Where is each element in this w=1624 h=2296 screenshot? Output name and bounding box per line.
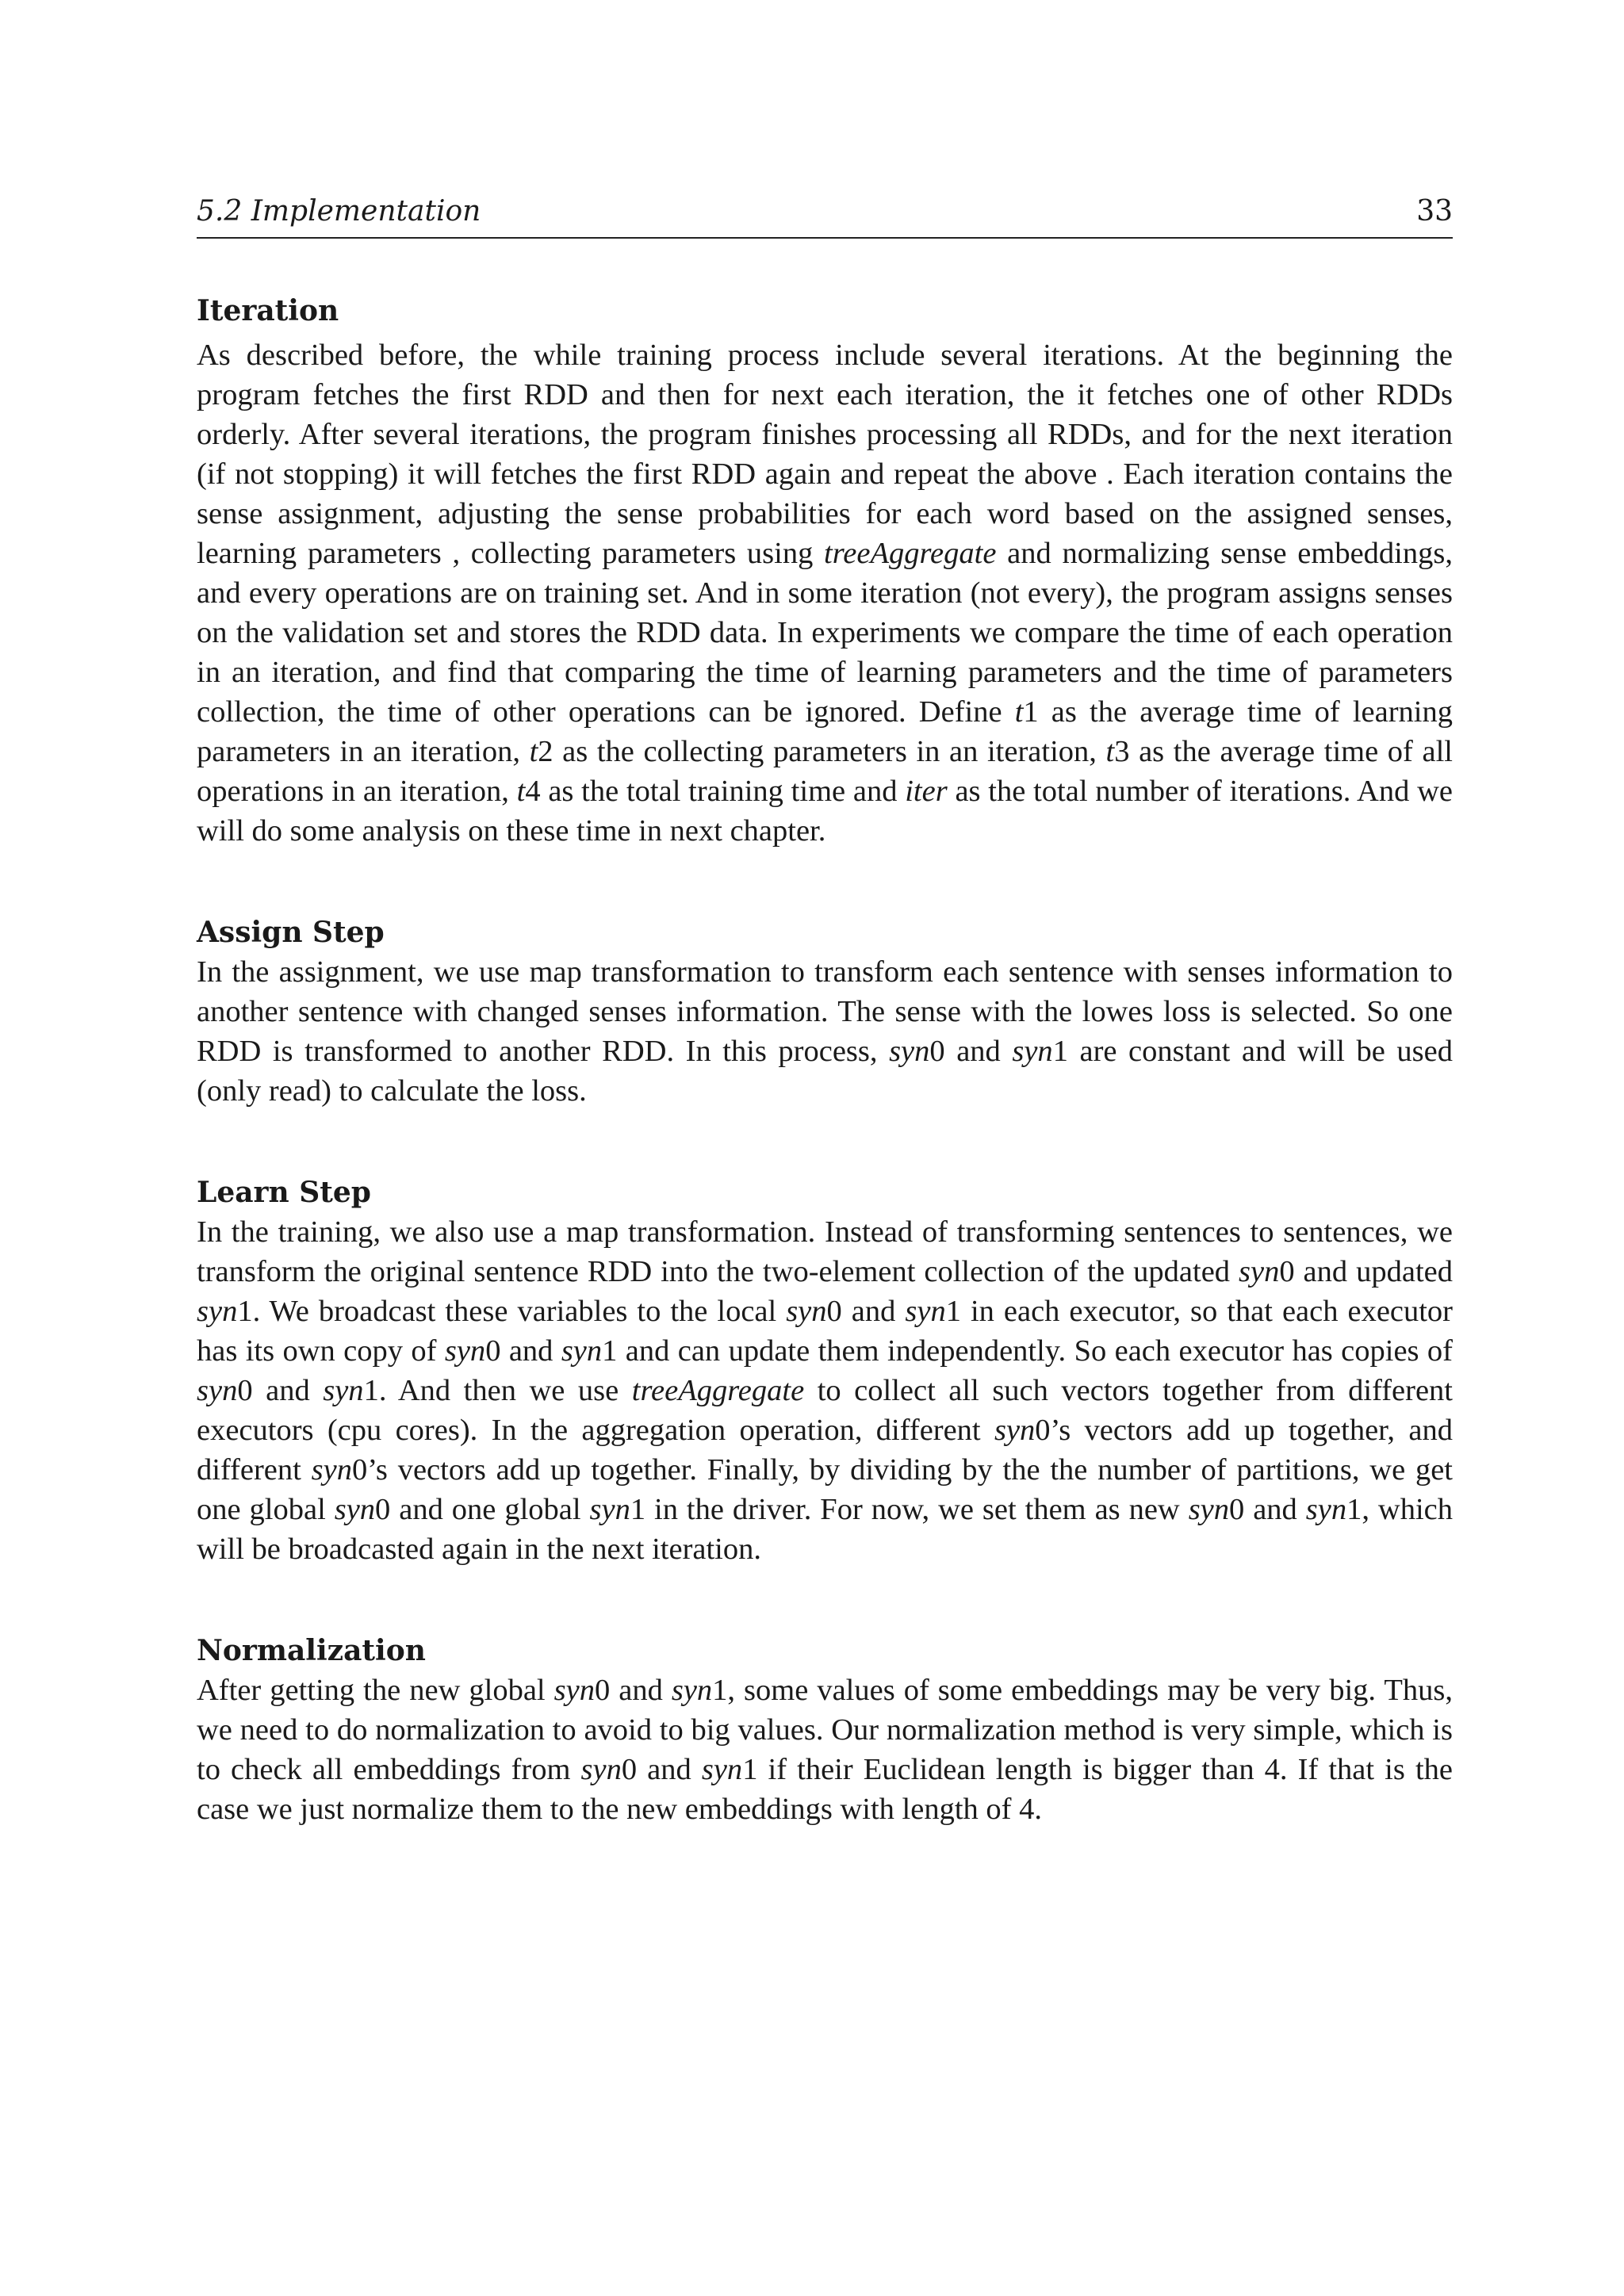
text-run: 2 as the collecting parameters in an iteration, [538,734,1106,768]
math-symbol: syn [580,1752,622,1786]
math-symbol: t [516,774,526,808]
text-run: 0 and [485,1334,561,1368]
section-normalization [197,1631,1453,1829]
math-symbol: syn [197,1373,238,1407]
math-symbol: syn [994,1413,1036,1447]
math-symbol: treeAggregate [824,536,997,570]
text-run: to collect all such vectors together from different executors (cpu cores). In the aggregation operation, different [197,1373,1453,1447]
section-paragraph [197,1670,1453,1829]
text-run: and normalizing sense embeddings, and every operations are on training set. And in some iteration (not every), the program assigns senses on the validation set and stores the RDD data. In experiments we compare the time of each operation in an iteration, and find that comparing the time of learning parameters and the time of parameters collection, the time of other operations can be ignored. Define [197,536,1453,729]
text-run: 0 and [929,1034,1013,1068]
math-symbol: iter [905,774,948,808]
text-run: 1 as the average time of learning parameters in an iteration, [197,695,1453,768]
text-run: 1 in each executor, so that each executor has its own copy of [197,1294,1454,1368]
math-symbol: syn [786,1294,827,1328]
math-symbol: syn [589,1492,630,1526]
section-assign-step [197,913,1453,1111]
running-header [197,193,1453,239]
math-symbol: syn [671,1673,713,1707]
section-learn-step [197,1173,1453,1569]
math-symbol: syn [323,1373,364,1407]
section-paragraph [197,1212,1453,1569]
math-symbol: syn [1305,1492,1347,1526]
text-run: 4 as the total training time and [525,774,906,808]
math-symbol: t [1014,695,1024,729]
math-symbol: t [529,734,538,768]
section-heading: Assign Step [197,915,385,949]
text-run: 0 and [826,1294,906,1328]
text-run: In the assignment, we use map transformation to transform each sentence with senses information to another sentence with changed senses information. The sense with the lowes loss is selected. So one RDD is transformed to another RDD. In this process, [197,955,1453,1068]
section-paragraph [197,952,1453,1111]
section-heading: Normalization [197,1633,426,1667]
text-run: 1 are constant and will be used (only read) to calculate the loss. [197,1034,1453,1108]
math-symbol: syn [1188,1492,1230,1526]
paper-page [197,193,1453,1829]
text-run: 0 and [621,1752,702,1786]
section-iteration [197,291,1453,851]
text-run: 1 if their Euclidean length is bigger than 4. If that is the case we just normalize them to the new embeddings with length of 4. [197,1752,1453,1826]
text-run: 1, which will be broadcasted again in the next iteration. [197,1492,1453,1566]
text-run: 0 and updated [1279,1254,1453,1288]
math-symbol: syn [1239,1254,1280,1288]
text-run: as the total number of iterations. And we will do some analysis on these time in next chapter. [197,774,1453,848]
section-heading: Learn Step [197,1175,371,1209]
text-run: 0 and [237,1373,324,1407]
math-symbol: syn [444,1334,486,1368]
section-heading: Iteration [197,293,339,327]
math-symbol: t [1105,734,1115,768]
page-number: 33 [1416,195,1453,228]
section-paragraph [197,335,1453,851]
text-run: In the training, we also use a map transformation. Instead of transforming sentences to sentences, we transform the original sentence RDD into the two-element collection of the updated [197,1215,1453,1288]
text-run: 0 and [594,1673,672,1707]
text-run: As described before, the while training process include several iterations. At the beginning the program fetches the first RDD and then for next each iteration, the it fetches one of other RDDs orderly. After several iterations, the program finishes processing all RDDs, and for the next iteration (if not stopping) it will fetches the first RDD again and repeat the above . Each iteration contains the sense assignment, adjusting the sense probabilities for each word based on the assigned senses, learning parameters , collecting parameters using [197,338,1453,570]
math-symbol: syn [311,1452,352,1487]
running-header-title: 5.2 Implementation [197,195,481,228]
text-run: 1. And then we use [363,1373,632,1407]
math-symbol: syn [1012,1034,1053,1068]
text-run: 1 in the driver. For now, we set them as new [630,1492,1189,1526]
math-symbol: treeAggregate [631,1373,805,1407]
text-run: 0’s vectors add up together, and different [197,1413,1453,1487]
text-run: 1, some values of some embeddings may be very big. Thus, we need to do normalization to avoid to big values. Our normalization method is very simple, which is to check all embeddings from [197,1673,1453,1786]
math-symbol: syn [334,1492,376,1526]
math-symbol: syn [701,1752,743,1786]
text-run: 0 and one global [375,1492,590,1526]
text-run: 0’s vectors add up together. Finally, by dividing by the the number of partitions, we get one global [197,1452,1453,1526]
math-symbol: syn [197,1294,238,1328]
text-run: 3 as the average time of all operations in an iteration, [197,734,1453,808]
math-symbol: syn [905,1294,946,1328]
math-symbol: syn [561,1334,603,1368]
text-run: 1 and can update them independently. So each executor has copies of [602,1334,1453,1368]
text-run: After getting the new global [197,1673,554,1707]
text-run: 1. We broadcast these variables to the local [237,1294,787,1328]
math-symbol: syn [889,1034,930,1068]
math-symbol: syn [553,1673,595,1707]
text-run: 0 and [1229,1492,1306,1526]
